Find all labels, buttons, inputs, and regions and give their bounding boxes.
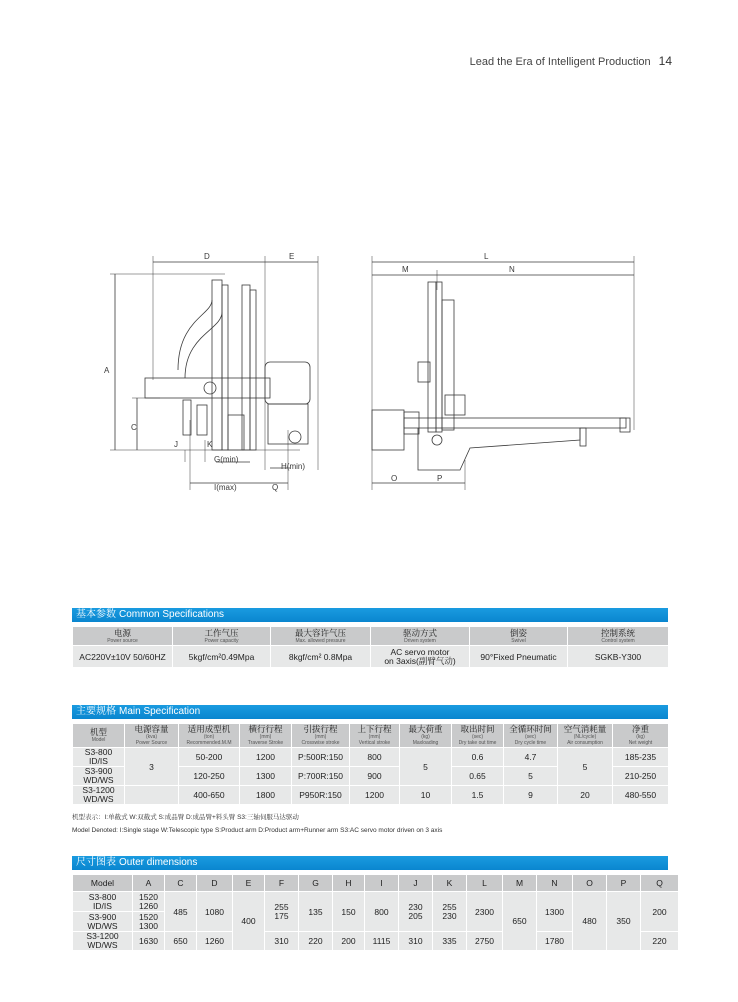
model-cell: S3-900 WD/WS bbox=[73, 767, 125, 786]
outer-dim-table bbox=[72, 874, 679, 951]
dim-label-p: P bbox=[437, 474, 443, 483]
common-spec-header-row bbox=[73, 627, 669, 646]
dim-label-g: G(min) bbox=[214, 455, 239, 464]
a-cell: 1520 1260 bbox=[133, 892, 165, 912]
n-cell: 1780 bbox=[537, 932, 573, 951]
header-i: I bbox=[365, 875, 399, 892]
model-cell: S3-1200 WD/WS bbox=[73, 932, 133, 951]
header-c: C bbox=[165, 875, 197, 892]
o-cell: 480 bbox=[573, 892, 607, 951]
header-net-weight: 净重 (kg) Net weight bbox=[613, 724, 669, 748]
j-cell: 310 bbox=[399, 932, 433, 951]
value-power-source: AC220V±10V 50/60HZ bbox=[73, 646, 173, 668]
header-e: E bbox=[233, 875, 265, 892]
d-cell: 1260 bbox=[197, 932, 233, 951]
header-swivel: 倒姿 Swivel bbox=[470, 627, 568, 646]
load-cell: 10 bbox=[400, 786, 452, 805]
load-cell: 5 bbox=[400, 748, 452, 786]
dim-label-k: K bbox=[207, 440, 213, 449]
weight-cell: 210-250 bbox=[613, 767, 669, 786]
h-cell: 150 bbox=[333, 892, 365, 932]
weight-cell: 480-550 bbox=[613, 786, 669, 805]
outer-dim-heading bbox=[72, 856, 668, 870]
dim-label-n: N bbox=[509, 265, 515, 274]
model-note-en: Model Denoted: I:Single stage W:Telescopic type S:Product arm D:Product arm+Runner arm S3:AC servo motor driven on 3 axis bbox=[72, 827, 443, 834]
crosswise-cell: P:500R:150 bbox=[292, 748, 350, 767]
i-cell: 800 bbox=[365, 892, 399, 932]
c-cell: 485 bbox=[165, 892, 197, 932]
recommended-cell: 120-250 bbox=[179, 767, 240, 786]
recommended-cell: 400-650 bbox=[179, 786, 240, 805]
header-air-consumption: 空气消耗量 (NL/cycle) Air consumption bbox=[558, 724, 613, 748]
header-q: Q bbox=[641, 875, 679, 892]
value-driven-system: AC servo motor on 3axis(副臂气动) bbox=[371, 646, 470, 668]
header-power-kva: 电源容量 (kva) Power Source bbox=[125, 724, 179, 748]
header-d: D bbox=[197, 875, 233, 892]
value-power-capacity: 5kgf/cm²0.49Mpa bbox=[173, 646, 271, 668]
air-cell: 20 bbox=[558, 786, 613, 805]
common-spec-value-row bbox=[73, 646, 669, 668]
cycle-cell: 5 bbox=[504, 767, 558, 786]
f-cell: 310 bbox=[265, 932, 299, 951]
p-cell: 350 bbox=[607, 892, 641, 951]
header-crosswise-stroke: 引拔行程 (mm) Crosswise stroke bbox=[292, 724, 350, 748]
main-spec-title-zh: 主要规格 bbox=[76, 706, 116, 717]
a-cell: 1630 bbox=[133, 932, 165, 951]
m-cell: 650 bbox=[503, 892, 537, 951]
e-cell: 400 bbox=[233, 892, 265, 951]
dim-label-l: L bbox=[484, 252, 489, 261]
dim-label-a: A bbox=[104, 366, 110, 375]
traverse-cell: 1300 bbox=[240, 767, 292, 786]
l-cell: 2300 bbox=[467, 892, 503, 932]
header-power-capacity: 工作气压 Power capacity bbox=[173, 627, 271, 646]
model-cell: S3-800 ID/IS bbox=[73, 748, 125, 767]
weight-cell: 185-235 bbox=[613, 748, 669, 767]
header-take-out-time: 取出时间 (sec) Dry take out time bbox=[452, 724, 504, 748]
header-recommended-mm: 适用成型机 (ton) Recommended.M.M bbox=[179, 724, 240, 748]
cycle-cell: 9 bbox=[504, 786, 558, 805]
header-tagline: Lead the Era of Intelligent Production bbox=[469, 56, 651, 68]
header-a: A bbox=[133, 875, 165, 892]
g-cell: 220 bbox=[299, 932, 333, 951]
header-model: Model bbox=[73, 875, 133, 892]
header-max-pressure: 最大容许气压 Max. allowed pressure bbox=[271, 627, 371, 646]
dim-label-i: I(max) bbox=[214, 483, 237, 492]
dim-label-c: C bbox=[131, 423, 137, 432]
header-f: F bbox=[265, 875, 299, 892]
common-spec-heading bbox=[72, 608, 668, 622]
header-model: 机型 Model bbox=[73, 724, 125, 748]
c-cell: 650 bbox=[165, 932, 197, 951]
value-swivel: 90°Fixed Pneumatic bbox=[470, 646, 568, 668]
q-cell: 200 bbox=[641, 892, 679, 932]
main-spec-title-en: Main Specification bbox=[119, 706, 201, 717]
header-power-source: 电源 Power source bbox=[73, 627, 173, 646]
g-cell: 135 bbox=[299, 892, 333, 932]
dim-label-e: E bbox=[289, 252, 295, 261]
dim-label-m: M bbox=[402, 265, 409, 274]
traverse-cell: 1200 bbox=[240, 748, 292, 767]
main-spec-header-row bbox=[73, 724, 669, 748]
header-m: M bbox=[503, 875, 537, 892]
d-cell: 1080 bbox=[197, 892, 233, 932]
main-spec-table bbox=[72, 723, 669, 805]
vertical-cell: 900 bbox=[350, 767, 400, 786]
model-cell: S3-800 ID/IS bbox=[73, 892, 133, 912]
header-cycle-time: 全循环时间 (sec) Dry cycle time bbox=[504, 724, 558, 748]
header-n: N bbox=[537, 875, 573, 892]
header-h: H bbox=[333, 875, 365, 892]
dim-label-h: H(min) bbox=[281, 462, 305, 471]
model-notes bbox=[72, 811, 442, 837]
vertical-cell: 800 bbox=[350, 748, 400, 767]
header-control-system: 控制系统 Control system bbox=[568, 627, 669, 646]
crosswise-cell: P:700R:150 bbox=[292, 767, 350, 786]
model-note-zh: 机型表示：I:单截式 W:双截式 S:成品臂 D:成品臂+料头臂 S3:三轴伺服马达驱动 bbox=[72, 814, 299, 821]
n-cell: 1300 bbox=[537, 892, 573, 932]
take-out-cell: 0.65 bbox=[452, 767, 504, 786]
dim-label-o: O bbox=[391, 474, 398, 483]
dim-label-q: Q bbox=[272, 483, 279, 492]
outer-dim-header-row bbox=[73, 875, 679, 892]
dim-label-j: J bbox=[174, 440, 178, 449]
header-l: L bbox=[467, 875, 503, 892]
crosswise-cell: P950R:150 bbox=[292, 786, 350, 805]
table-row bbox=[73, 892, 679, 912]
common-spec-title-en: Common Specifications bbox=[119, 609, 225, 620]
model-cell: S3-1200 WD/WS bbox=[73, 786, 125, 805]
power-cell: 3 bbox=[125, 748, 179, 786]
value-max-pressure: 8kgf/cm² 0.8Mpa bbox=[271, 646, 371, 668]
outer-dim-title-en: Outer dimensions bbox=[119, 857, 198, 868]
k-cell: 335 bbox=[433, 932, 467, 951]
recommended-cell: 50-200 bbox=[179, 748, 240, 767]
page-number: 14 bbox=[658, 54, 672, 68]
model-cell: S3-900 WD/WS bbox=[73, 912, 133, 932]
header-o: O bbox=[573, 875, 607, 892]
a-cell: 1520 1300 bbox=[133, 912, 165, 932]
l-cell: 2750 bbox=[467, 932, 503, 951]
table-row bbox=[73, 748, 669, 767]
f-cell: 255 175 bbox=[265, 892, 299, 932]
j-cell: 230 205 bbox=[399, 892, 433, 932]
header-traverse-stroke: 横行行程 (mm) Traverse Stroke bbox=[240, 724, 292, 748]
header-driven-system: 驱动方式 Driven system bbox=[371, 627, 470, 646]
header-p: P bbox=[607, 875, 641, 892]
header-max-loading: 最大荷重 (kg) Maxloading bbox=[400, 724, 452, 748]
take-out-cell: 0.6 bbox=[452, 748, 504, 767]
take-out-cell: 1.5 bbox=[452, 786, 504, 805]
i-cell: 1115 bbox=[365, 932, 399, 951]
dim-label-d: D bbox=[204, 252, 210, 261]
header-j: J bbox=[399, 875, 433, 892]
cycle-cell: 4.7 bbox=[504, 748, 558, 767]
k-cell: 255 230 bbox=[433, 892, 467, 932]
common-spec-table bbox=[72, 626, 669, 668]
right-view bbox=[372, 256, 634, 490]
value-control-system: SGKB-Y300 bbox=[568, 646, 669, 668]
air-cell: 5 bbox=[558, 748, 613, 786]
q-cell: 220 bbox=[641, 932, 679, 951]
header-k: K bbox=[433, 875, 467, 892]
outer-dim-title-zh: 尺寸图表 bbox=[76, 857, 116, 868]
header-vertical-stroke: 上下行程 (mm) Vertical stroke bbox=[350, 724, 400, 748]
main-spec-heading bbox=[72, 705, 668, 719]
vertical-cell: 1200 bbox=[350, 786, 400, 805]
h-cell: 200 bbox=[333, 932, 365, 951]
power-cell-empty bbox=[125, 786, 179, 805]
common-spec-title-zh: 基本参数 bbox=[76, 609, 116, 620]
table-row bbox=[73, 786, 669, 805]
traverse-cell: 1800 bbox=[240, 786, 292, 805]
header-g: G bbox=[299, 875, 333, 892]
